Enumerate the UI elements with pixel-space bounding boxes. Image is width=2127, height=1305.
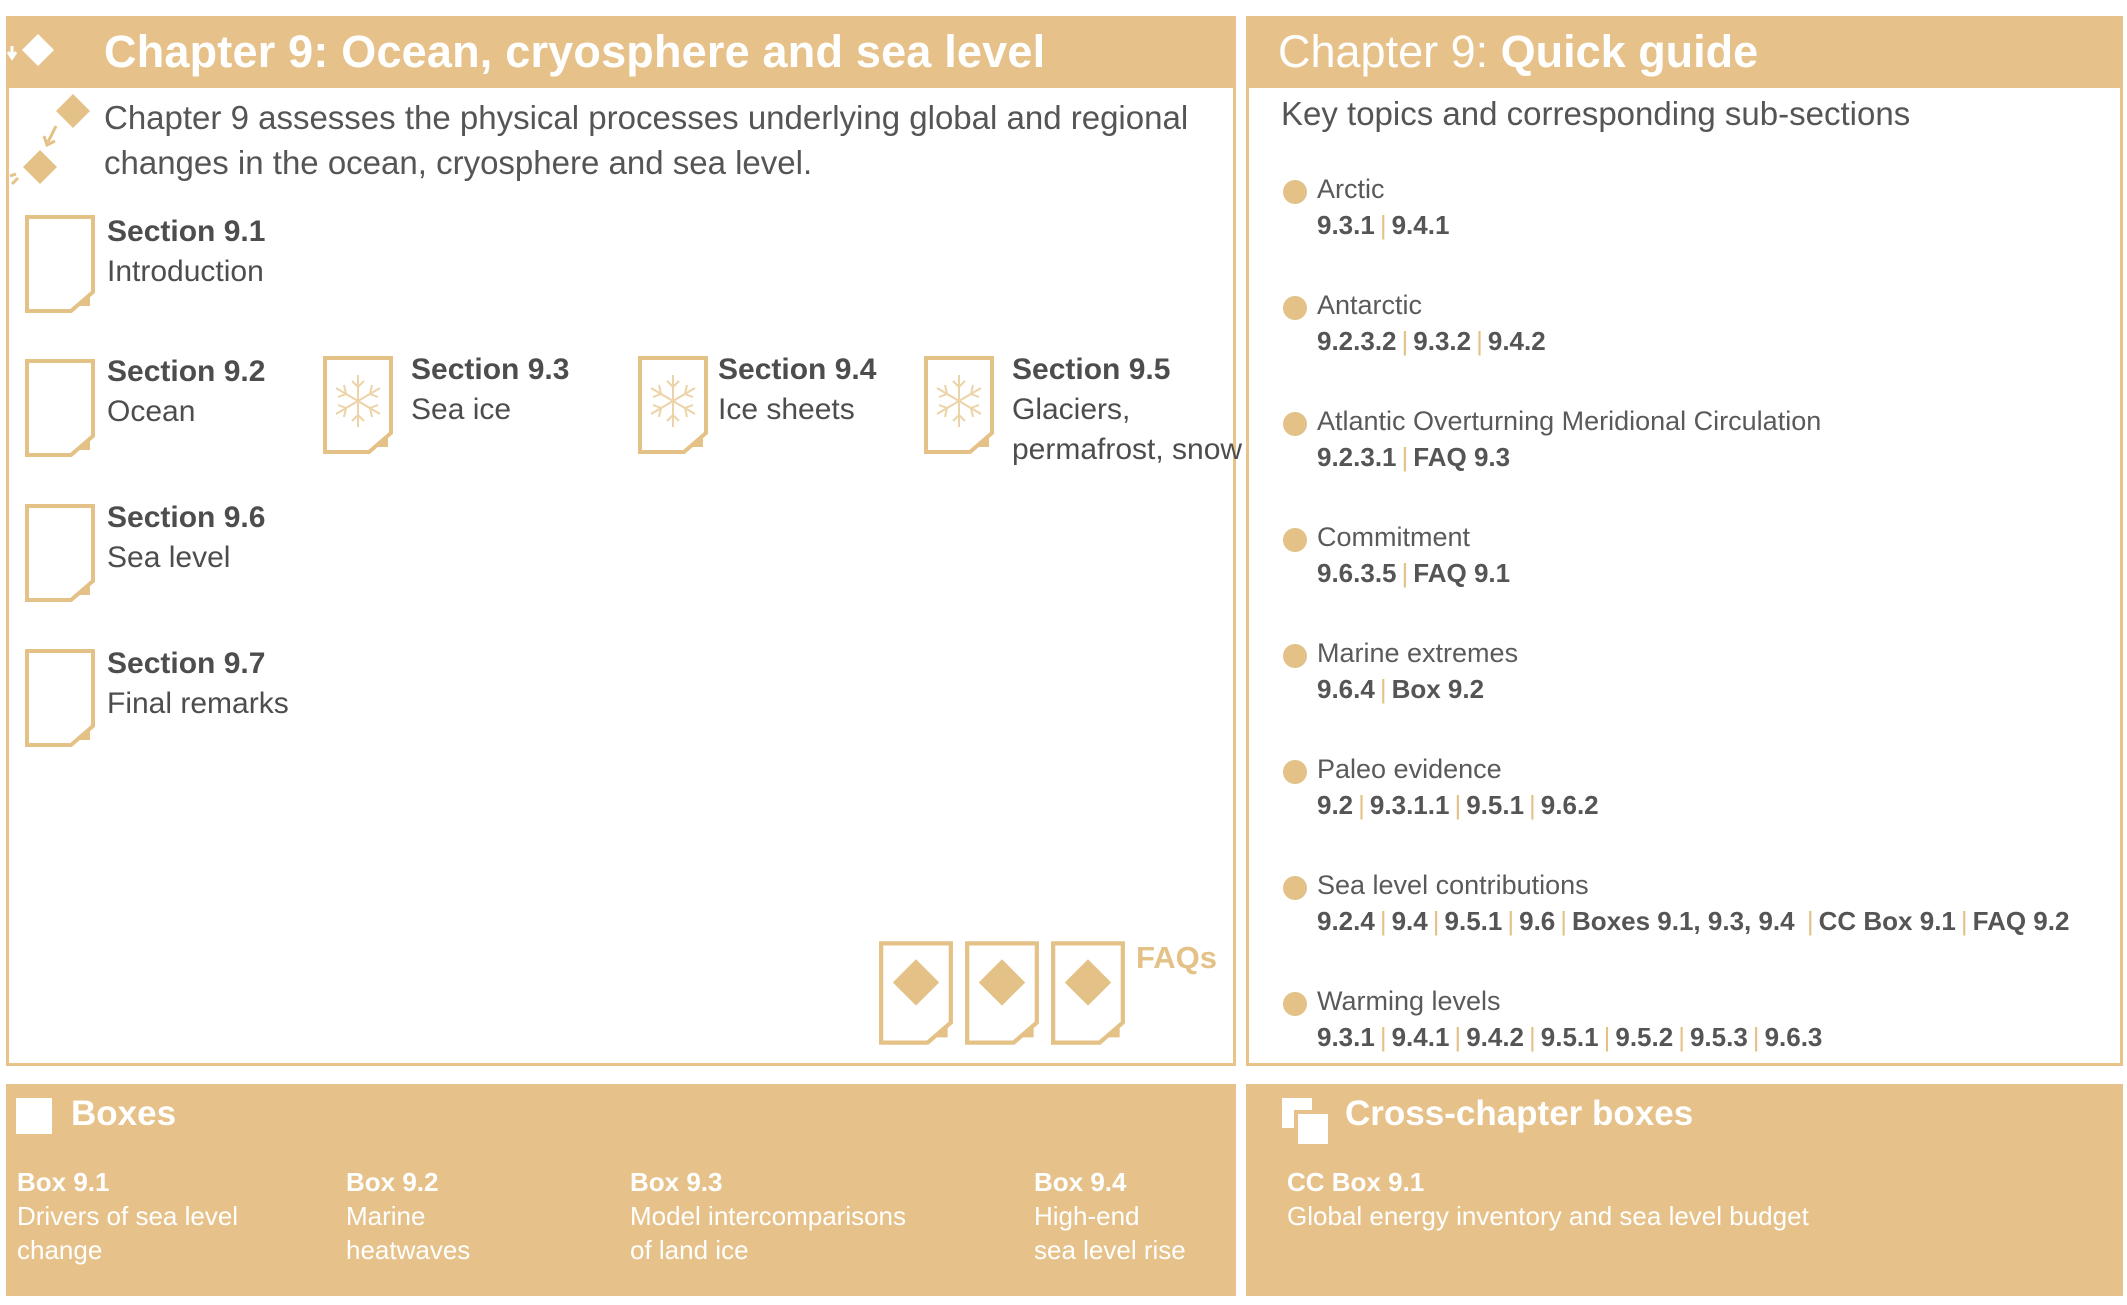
section-9-6[interactable] [107,498,265,578]
faq-icon-3[interactable] [1050,940,1126,1046]
topic-bullet-icon [1283,760,1307,784]
ref-separator: | [1476,326,1483,356]
topic-bullet-icon [1283,412,1307,436]
box-9-3-line1: Model intercomparisons [630,1201,907,1231]
topic-ref-link[interactable]: Boxes 9.1, 9.3, 9.4 [1572,906,1802,936]
box-9-4-number: Box 9.4 [1034,1167,1127,1197]
topic-ref-link[interactable]: 9.3.2 [1413,326,1472,356]
section-9-7-title: Final remarks [107,687,289,720]
box-9-1-line2: change [17,1235,103,1265]
topic-ref-link[interactable]: 9.2.3.1 [1317,442,1397,472]
ref-separator: | [1752,1022,1760,1052]
ref-separator: | [1401,558,1409,588]
section-9-2-title: Ocean [107,395,196,428]
box-9-2-number: Box 9.2 [346,1167,439,1197]
box-9-1-line1: Drivers of sea level [17,1201,239,1231]
section-9-5-number: Section 9.5 [1012,353,1171,386]
topic-ref-link[interactable]: FAQ 9.3 [1413,442,1511,472]
topic-label: Sea level contributions [1317,870,1589,900]
topic-ref-link[interactable]: 9.2.3.2 [1317,326,1397,356]
topic-refs [1317,790,1599,821]
topic-label: Arctic [1317,174,1385,204]
faqs-label[interactable]: FAQs [1136,940,1217,975]
topic-refs [1317,558,1510,589]
topic-ref-link[interactable]: 9.5.3 [1689,1022,1748,1052]
box-9-3[interactable] [630,1165,906,1267]
section-9-4[interactable] [718,350,876,430]
ref-separator: | [1379,674,1387,704]
ref-separator: | [1379,210,1387,240]
topic-ref-link[interactable]: CC Box 9.1 [1818,906,1956,936]
box-9-4-line2: sea level rise [1034,1235,1186,1265]
quick-guide-topic-list [1283,174,2103,1060]
topic-ref-link[interactable]: 9.4.1 [1391,210,1450,240]
topic-ref-link[interactable]: 9.3.1 [1317,210,1375,240]
box-9-2-line1: Marine [346,1201,426,1231]
section-9-2[interactable] [107,352,265,432]
topic-ref-link[interactable]: 9.2.4 [1317,906,1375,936]
topic-bullet-icon [1283,528,1307,552]
ref-separator: | [1603,1022,1611,1052]
section-9-1[interactable] [107,212,265,292]
topic-ref-link[interactable]: FAQ 9.2 [1972,906,2070,936]
section-9-3-snowflake-icon[interactable] [322,355,394,455]
section-9-6-title: Sea level [107,541,231,574]
cc-box-9-1-number: CC Box 9.1 [1287,1167,1425,1197]
topic-refs [1317,674,1484,705]
topic-bullet-icon [1283,992,1307,1016]
topic-ref-link[interactable]: 9.6.4 [1317,674,1375,704]
section-9-4-number: Section 9.4 [718,353,877,386]
ref-separator: | [1401,442,1409,472]
topic-ref-link[interactable]: 9.4 [1391,906,1428,936]
faq-icon-2[interactable] [964,940,1040,1046]
boxes-square-icon [16,1098,52,1134]
cc-box-9-1-line1: Global energy inventory and sea level budget [1287,1201,1809,1231]
topic-label: Atlantic Overturning Meridional Circulation [1317,406,1822,436]
section-9-5[interactable] [1012,350,1242,470]
box-9-4-line1: High-end [1034,1201,1140,1231]
topic-label: Marine extremes [1317,638,1519,668]
diamond-flow-icon [2,26,92,196]
ref-separator: | [1432,906,1440,936]
topic-refs [1317,210,1449,241]
faq-icon-1[interactable] [878,940,954,1046]
ref-separator: | [1529,790,1536,820]
topic-bullet-icon [1283,296,1307,320]
ref-separator: | [1529,1022,1536,1052]
section-9-4-title: Ice sheets [718,393,855,426]
ref-separator: | [1358,790,1365,820]
ref-separator: | [1454,1022,1462,1052]
section-9-6-number: Section 9.6 [107,501,266,534]
section-9-3-number: Section 9.3 [411,353,570,386]
chapter-intro-line2: changes in the ocean, cryosphere and sea level. [104,144,813,181]
box-9-1[interactable] [17,1165,238,1267]
quick-guide-title-light: Chapter 9: [1278,26,1501,77]
topic-ref-link[interactable]: 9.4.2 [1466,1022,1525,1052]
section-9-1-number: Section 9.1 [107,215,266,248]
topic-label: Paleo evidence [1317,754,1502,784]
topic-refs [1317,442,1510,473]
boxes-title: Boxes [71,1094,177,1133]
topic-ref-link[interactable]: 9.3.1 [1317,1022,1375,1052]
topic-ref-link[interactable]: 9.5.1 [1444,906,1503,936]
topic-refs [1317,906,2069,937]
ref-separator: | [1379,1022,1387,1052]
section-9-1-title: Introduction [107,255,264,288]
ref-separator: | [1560,906,1568,936]
topic-ref-link[interactable]: 9.6.3.5 [1317,558,1397,588]
chapter-intro-line1: Chapter 9 assesses the physical processes underlying global and regional [104,99,1189,136]
section-9-5-snowflake-icon[interactable] [923,355,995,455]
topic-ref-link[interactable]: 9.4.1 [1391,1022,1450,1052]
section-9-3-title: Sea ice [411,393,512,426]
topic-ref-link[interactable]: 9.5.1 [1540,1022,1599,1052]
ref-separator: | [1454,790,1462,820]
topic-label: Antarctic [1317,290,1423,320]
topic-ref-link[interactable]: 9.4.2 [1487,326,1546,356]
ref-separator: | [1507,906,1515,936]
section-9-2-number: Section 9.2 [107,355,266,388]
topic-ref-link[interactable]: 9.6.2 [1540,790,1599,820]
topic-ref-link[interactable]: 9.6.3 [1764,1022,1823,1052]
topic-ref-link[interactable]: 9.2 [1317,790,1354,820]
section-9-5-title: Glaciers, [1012,393,1131,426]
ref-separator: | [1678,1022,1685,1052]
box-9-2-line2: heatwaves [346,1235,471,1265]
section-9-5-title-line2: permafrost, snow [1012,433,1243,466]
cc-box-9-1[interactable] [1287,1165,1809,1233]
chapter-title: Chapter 9: Ocean, cryosphere and sea level [104,26,1046,77]
box-9-3-number: Box 9.3 [630,1167,723,1197]
box-9-2[interactable] [346,1165,470,1267]
topic-label: Warming levels [1317,986,1501,1016]
section-9-1-document-icon[interactable] [24,214,96,314]
box-9-4[interactable] [1034,1165,1186,1267]
section-9-4-snowflake-icon[interactable] [637,355,709,455]
topic-bullet-icon [1283,644,1307,668]
topic-ref-link[interactable]: 9.6 [1519,906,1556,936]
section-9-7-document-icon[interactable] [24,648,96,748]
cross-chapter-boxes-title: Cross-chapter boxes [1345,1094,1694,1133]
section-9-7-number: Section 9.7 [107,647,266,680]
ref-separator: | [1401,326,1409,356]
box-9-1-number: Box 9.1 [17,1167,110,1197]
ref-separator: | [1379,906,1387,936]
topic-ref-link[interactable]: FAQ 9.1 [1413,558,1511,588]
quick-guide-subtitle: Key topics and corresponding sub-sections [1281,95,1911,132]
topic-ref-link[interactable]: Box 9.2 [1391,674,1485,704]
quick-guide-title [1278,26,1758,78]
ref-separator: | [1960,906,1968,936]
topic-ref-link[interactable]: 9.5.2 [1615,1022,1674,1052]
section-9-2-document-icon[interactable] [24,358,96,458]
section-9-3[interactable] [411,350,569,430]
topic-bullet-icon [1283,180,1307,204]
topic-label: Commitment [1317,522,1471,552]
topic-ref-link[interactable]: 9.3.1.1 [1369,790,1450,820]
quick-guide-title-bold: Quick guide [1500,26,1759,77]
topic-refs [1317,1022,1822,1053]
topic-ref-link[interactable]: 9.5.1 [1466,790,1525,820]
ref-separator: | [1806,906,1814,936]
topic-refs [1317,326,1546,357]
section-9-7[interactable] [107,644,289,724]
topic-bullet-icon [1283,876,1307,900]
section-9-6-document-icon[interactable] [24,503,96,603]
box-9-3-line2: of land ice [630,1235,749,1265]
chapter-intro [104,95,1188,185]
stacked-squares-icon [1280,1096,1332,1148]
